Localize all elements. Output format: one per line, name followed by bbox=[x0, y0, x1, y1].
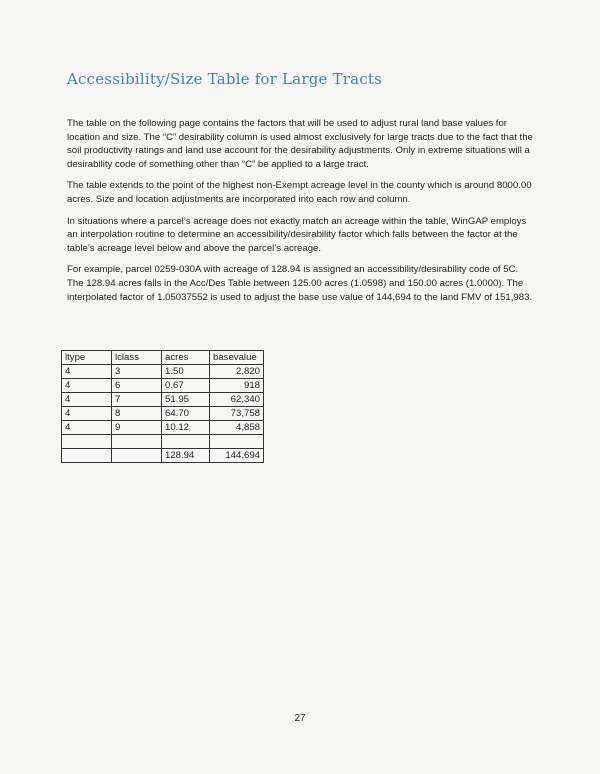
cell-basevalue: 62,340 bbox=[210, 393, 264, 407]
cell-ltype bbox=[62, 435, 112, 449]
header-acres: acres bbox=[162, 351, 210, 365]
table-row bbox=[62, 379, 264, 393]
cell-ltype: 4 bbox=[62, 407, 112, 421]
cell-lclass: 3 bbox=[112, 365, 162, 379]
cell-total-basevalue: 144,694 bbox=[210, 449, 264, 463]
table-header-row bbox=[62, 351, 264, 365]
paragraph-intro: The table on the following page contains the factors that will be used to adjust rural land base values for location and size. The “C” desirability column is used almost exclusively for large tracts due to the fact that the soil productivity ratings and land use account for the desirability adjustments. Only in extreme situations will a desirability code of something other than “C” be applied to a large tract. bbox=[67, 118, 533, 170]
cell-lclass bbox=[112, 449, 162, 463]
cell-basevalue bbox=[210, 435, 264, 449]
parcel-table bbox=[61, 350, 264, 463]
table-row bbox=[62, 393, 264, 407]
table-total-row bbox=[62, 449, 264, 463]
cell-ltype: 4 bbox=[62, 379, 112, 393]
paragraph-interpolation: In situations where a parcel’s acreage does not exactly match an acreage within the table, WinGAP employs an interpolation routine to determine an accessibility/desirability factor which falls between the factor at the table’s acreage level below and above the parcel’s acreage. bbox=[67, 215, 527, 254]
cell-acres: 51.95 bbox=[162, 393, 210, 407]
cell-lclass: 9 bbox=[112, 421, 162, 435]
cell-ltype: 4 bbox=[62, 393, 112, 407]
body-text bbox=[67, 117, 535, 312]
paragraph-example: For example, parcel 0259-030A with acreage of 128.94 is assigned an accessibility/desirability code of 5C. The 128.94 acres falls in the Acc/Des Table between 125.00 acres (1.0598) and 150.00 acres (1.0000). The interpolated factor of 1.05037552 is used to adjust the base use value of 144,694 to the land FMV of 151,983. bbox=[67, 264, 533, 303]
cell-ltype: 4 bbox=[62, 421, 112, 435]
cell-basevalue: 4,858 bbox=[210, 421, 264, 435]
header-lclass: lclass bbox=[112, 351, 162, 365]
header-basevalue: basevalue bbox=[210, 351, 264, 365]
table-row bbox=[62, 365, 264, 379]
table-row bbox=[62, 421, 264, 435]
table-row bbox=[62, 407, 264, 421]
table-row-empty bbox=[62, 435, 264, 449]
cell-ltype bbox=[62, 449, 112, 463]
paragraph-extent: The table extends to the point of the highest non-Exempt acreage level in the county which is around 8000.00 acres. Size and location adjustments are incorporated into each row and column. bbox=[67, 180, 532, 205]
cell-lclass: 8 bbox=[112, 407, 162, 421]
cell-basevalue: 2,820 bbox=[210, 365, 264, 379]
cell-acres: 10.12 bbox=[162, 421, 210, 435]
cell-acres: 0.67 bbox=[162, 379, 210, 393]
cell-total-acres: 128.94 bbox=[162, 449, 210, 463]
cell-lclass: 6 bbox=[112, 379, 162, 393]
cell-acres: 1.50 bbox=[162, 365, 210, 379]
page-number: 27 bbox=[294, 713, 306, 724]
cell-basevalue: 918 bbox=[210, 379, 264, 393]
cell-ltype: 4 bbox=[62, 365, 112, 379]
cell-lclass: 7 bbox=[112, 393, 162, 407]
cell-acres bbox=[162, 435, 210, 449]
section-heading: Accessibility/Size Table for Large Tracts bbox=[67, 70, 382, 88]
cell-lclass bbox=[112, 435, 162, 449]
cell-basevalue: 73,758 bbox=[210, 407, 264, 421]
header-ltype: ltype bbox=[62, 351, 112, 365]
cell-acres: 64.70 bbox=[162, 407, 210, 421]
